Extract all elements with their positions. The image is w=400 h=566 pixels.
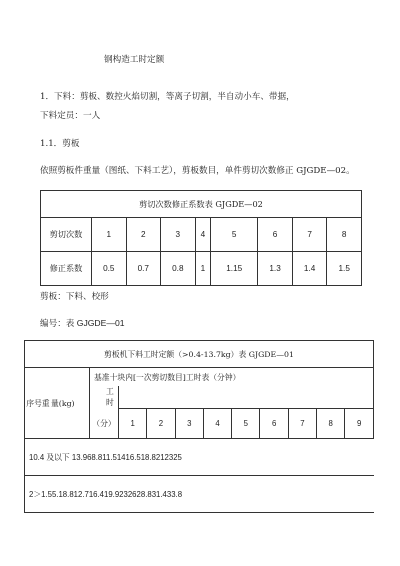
table-row-label: 剪切次数: [41, 218, 92, 252]
table-cell: 1: [92, 218, 127, 252]
col-header: 8: [317, 408, 345, 439]
table-cell: 4: [195, 218, 211, 252]
correction-factor-table: [40, 190, 362, 286]
table-cell: 8: [327, 218, 362, 252]
table-cell: 1.5: [327, 252, 362, 286]
table-cell: 1.3: [258, 252, 293, 286]
table-row-label: 修正系数: [41, 252, 92, 286]
table-row-text: 2＞1.55.18.812.716.419.9232628.831.433.8: [25, 476, 374, 513]
table-cell: 0.7: [126, 252, 161, 286]
table-cell: 1.15: [211, 252, 258, 286]
col-weight-header: 量(kg): [51, 368, 90, 439]
unit-label: 工时: [90, 386, 119, 408]
table-row: [25, 476, 374, 513]
col-header: 3: [175, 408, 203, 439]
note-shearing: 剪板：下料、校形: [40, 292, 109, 302]
table-cell: 2: [126, 218, 161, 252]
table2-caption: 剪板机下料工时定额（>0.4-13.7kg）表 GJGDE—01: [25, 341, 374, 368]
table-cell: 1.4: [292, 252, 327, 286]
section11-desc: 依照剪板件重量（图纸、下料工艺），剪板数目，单件剪切次数修正 GJGDE—02。: [40, 166, 355, 176]
table-cell: 5: [211, 218, 258, 252]
section1-line2: 下料定员：一人: [40, 111, 101, 121]
table-cell: 3: [161, 218, 196, 252]
section11-heading: 1.1．剪板: [40, 139, 80, 149]
table-row: [25, 439, 374, 476]
table-cell: 7: [292, 218, 327, 252]
unit-label: （分）: [90, 408, 119, 439]
col-header: 7: [288, 408, 316, 439]
base-header: 基准十块内[一次剪切数目]工时表（分钟）: [90, 368, 374, 387]
col-header: 1: [119, 408, 147, 439]
shearing-time-table: [24, 340, 374, 513]
table-cell: 0.5: [92, 252, 127, 286]
section1-line1: 1．下料：剪板、数控火焰切割，等离子切割，半自动小车、带据，: [40, 92, 295, 102]
table-row-text: 10.4 及以下 13.968.811.51416.518.8212325: [25, 439, 374, 476]
table-cell: 0.8: [161, 252, 196, 286]
col-seq-header: 序号重: [25, 368, 52, 439]
col-header: 4: [203, 408, 231, 439]
table-cell: 6: [258, 218, 293, 252]
table-cell: 1: [195, 252, 211, 286]
col-header: 5: [232, 408, 260, 439]
col-header: 6: [260, 408, 288, 439]
table-row: [41, 252, 362, 286]
page-title: 钢构造工时定额: [104, 55, 165, 65]
col-header: 9: [345, 408, 374, 439]
table-row: [41, 218, 362, 252]
table1-caption: 剪切次数修正系数表 GJGDE—02: [41, 191, 362, 218]
col-header: 2: [147, 408, 175, 439]
note-code: 编号：表 GJGDE—01: [40, 318, 125, 328]
